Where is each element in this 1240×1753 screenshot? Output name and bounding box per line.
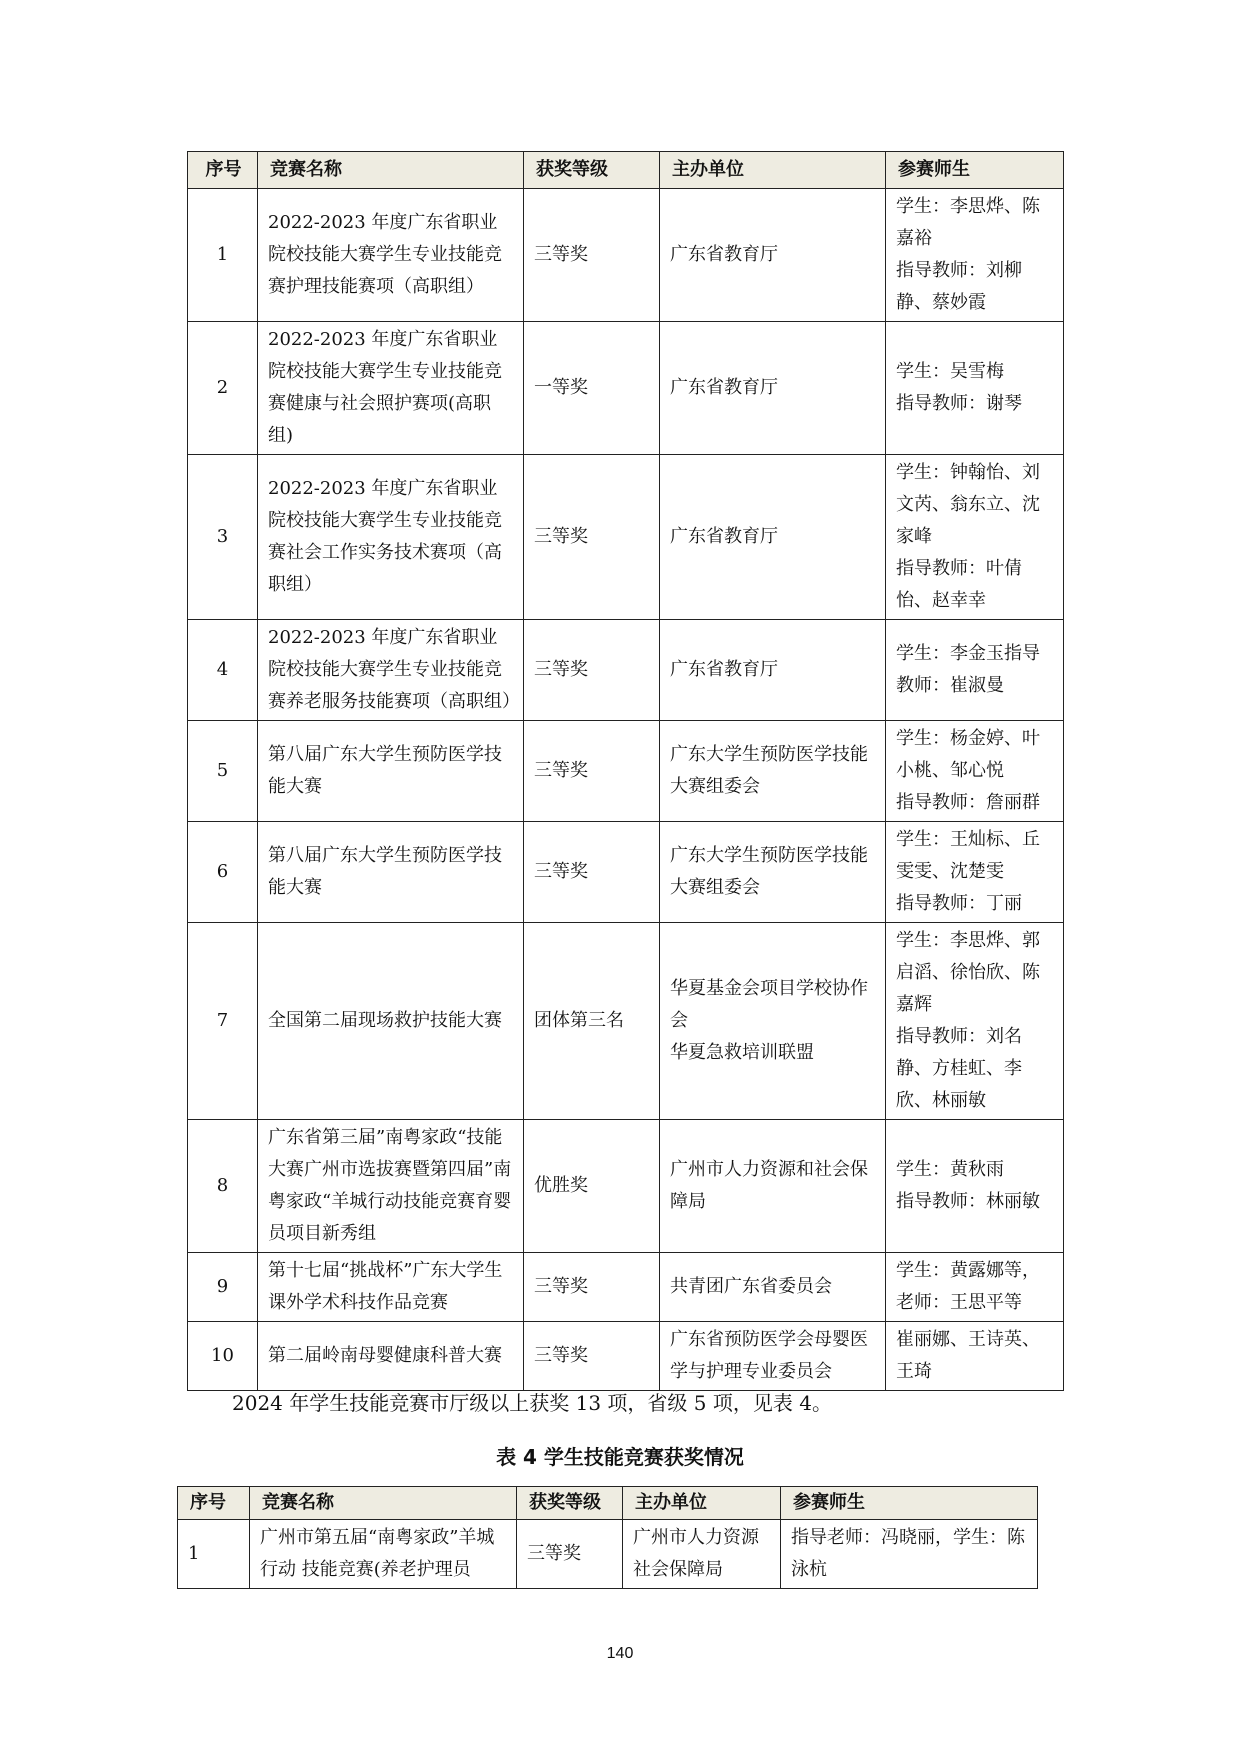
cell-level: 三等奖 — [524, 721, 660, 822]
cell-name: 2022-2023 年度广东省职业院校技能大赛学生专业技能竞赛护理技能赛项（高职组） — [258, 189, 524, 322]
header-org: 主办单位 — [623, 1487, 781, 1520]
cell-people: 学生：杨金婷、叶小桃、邹心悦 指导教师：詹丽群 — [886, 721, 1064, 822]
cell-name: 广州市第五届“南粤家政”羊城行动 技能竞赛(养老护理员 — [250, 1520, 517, 1589]
table-row — [188, 923, 1064, 1120]
cell-no: 2 — [188, 322, 258, 455]
cell-no: 8 — [188, 1120, 258, 1253]
table-header-row — [188, 152, 1064, 189]
cell-people: 学生：黄露娜等， 老师：王思平等 — [886, 1253, 1064, 1322]
cell-level: 三等奖 — [524, 455, 660, 620]
table-row — [188, 1120, 1064, 1253]
cell-level: 一等奖 — [524, 322, 660, 455]
cell-people: 学生：李思烨、陈嘉裕 指导教师：刘柳静、蔡妙霞 — [886, 189, 1064, 322]
table-caption: 表 4 学生技能竞赛获奖情况 — [496, 1445, 744, 1469]
cell-org: 广东省教育厅 — [660, 322, 886, 455]
header-no: 序号 — [188, 152, 258, 189]
cell-org: 广东省预防医学会母婴医学与护理专业委员会 — [660, 1322, 886, 1391]
cell-name: 第八届广东大学生预防医学技能大赛 — [258, 721, 524, 822]
table-header-row — [178, 1487, 1038, 1520]
cell-people: 崔丽娜、王诗英、王琦 — [886, 1322, 1064, 1391]
cell-people: 学生：李思烨、郭启滔、徐怡欣、陈嘉辉 指导教师：刘名静、方桂虹、李欣、林丽敏 — [886, 923, 1064, 1120]
header-people: 参赛师生 — [781, 1487, 1038, 1520]
table-row — [188, 822, 1064, 923]
cell-people: 学生：吴雪梅 指导教师：谢琴 — [886, 322, 1064, 455]
awards-table-2023 — [187, 151, 1064, 1391]
cell-no: 1 — [188, 189, 258, 322]
table-row — [188, 189, 1064, 322]
header-no: 序号 — [178, 1487, 250, 1520]
cell-no: 5 — [188, 721, 258, 822]
cell-level: 三等奖 — [517, 1520, 623, 1589]
cell-no: 7 — [188, 923, 258, 1120]
cell-level: 三等奖 — [524, 1253, 660, 1322]
table-row — [188, 1253, 1064, 1322]
cell-level: 三等奖 — [524, 1322, 660, 1391]
cell-org: 广州市人力资源和社会保障局 — [660, 1120, 886, 1253]
cell-org: 广州市人力资源社会保障局 — [623, 1520, 781, 1589]
cell-name: 2022-2023 年度广东省职业院校技能大赛学生专业技能竞赛养老服务技能赛项（高职组） — [258, 620, 524, 721]
header-level: 获奖等级 — [524, 152, 660, 189]
cell-level: 团体第三名 — [524, 923, 660, 1120]
cell-people: 学生：王灿标、丘雯雯、沈楚雯 指导教师：丁丽 — [886, 822, 1064, 923]
cell-no: 6 — [188, 822, 258, 923]
cell-people: 学生：钟翰怡、刘文芮、翁东立、沈家峰 指导教师：叶倩怡、赵幸幸 — [886, 455, 1064, 620]
cell-level: 三等奖 — [524, 189, 660, 322]
cell-name: 2022-2023 年度广东省职业院校技能大赛学生专业技能竞赛健康与社会照护赛项(高职组) — [258, 322, 524, 455]
cell-name: 全国第二届现场救护技能大赛 — [258, 923, 524, 1120]
awards-table-2024 — [177, 1486, 1038, 1589]
header-name: 竞赛名称 — [250, 1487, 517, 1520]
cell-name: 2022-2023 年度广东省职业院校技能大赛学生专业技能竞赛社会工作实务技术赛项（高职组） — [258, 455, 524, 620]
header-level: 获奖等级 — [517, 1487, 623, 1520]
cell-org: 华夏基金会项目学校协作会 华夏急救培训联盟 — [660, 923, 886, 1120]
cell-level: 三等奖 — [524, 620, 660, 721]
table-row — [188, 455, 1064, 620]
cell-org: 广东大学生预防医学技能大赛组委会 — [660, 721, 886, 822]
cell-name: 第十七届“挑战杯”广东大学生课外学术科技作品竞赛 — [258, 1253, 524, 1322]
table-row — [188, 721, 1064, 822]
page-number: 140 — [606, 1645, 634, 1662]
cell-org: 广东省教育厅 — [660, 455, 886, 620]
cell-no: 9 — [188, 1253, 258, 1322]
cell-org: 广东省教育厅 — [660, 620, 886, 721]
table-row — [178, 1520, 1038, 1589]
cell-no: 10 — [188, 1322, 258, 1391]
table-row — [188, 620, 1064, 721]
header-people: 参赛师生 — [886, 152, 1064, 189]
cell-name: 第二届岭南母婴健康科普大赛 — [258, 1322, 524, 1391]
cell-org: 广东省教育厅 — [660, 189, 886, 322]
table-row — [188, 1322, 1064, 1391]
cell-org: 共青团广东省委员会 — [660, 1253, 886, 1322]
header-org: 主办单位 — [660, 152, 886, 189]
cell-people: 学生：李金玉指导教师：崔淑曼 — [886, 620, 1064, 721]
cell-people: 指导老师：冯晓丽，学生：陈泳杭 — [781, 1520, 1038, 1589]
cell-org: 广东大学生预防医学技能大赛组委会 — [660, 822, 886, 923]
cell-no: 1 — [178, 1520, 250, 1589]
cell-people: 学生：黄秋雨 指导教师：林丽敏 — [886, 1120, 1064, 1253]
table-row — [188, 322, 1064, 455]
cell-level: 优胜奖 — [524, 1120, 660, 1253]
cell-name: 广东省第三届”南粤家政“技能大赛广州市选拔赛暨第四届”南粤家政“羊城行动技能竞赛育婴员项目新秀组 — [258, 1120, 524, 1253]
cell-level: 三等奖 — [524, 822, 660, 923]
summary-paragraph: 2024 年学生技能竞赛市厅级以上获奖 13 项，省级 5 项，见表 4。 — [232, 1391, 832, 1415]
cell-no: 3 — [188, 455, 258, 620]
cell-name: 第八届广东大学生预防医学技能大赛 — [258, 822, 524, 923]
cell-no: 4 — [188, 620, 258, 721]
header-name: 竞赛名称 — [258, 152, 524, 189]
